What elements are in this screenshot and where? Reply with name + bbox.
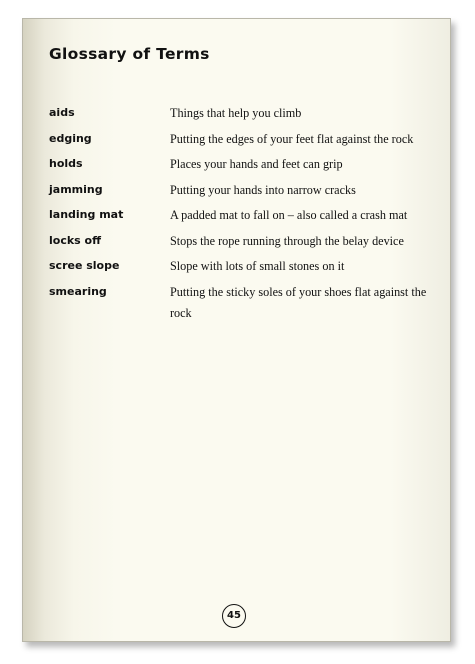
glossary-definition: A padded mat to fall on – also called a crash mat [170, 208, 408, 222]
glossary-list [49, 103, 429, 324]
glossary-entry [49, 129, 429, 155]
glossary-definition: Places your hands and feet can grip [170, 157, 343, 171]
glossary-term: scree slope [49, 259, 120, 272]
glossary-definition: Things that help you climb [170, 106, 302, 120]
glossary-entry [49, 231, 429, 257]
glossary-entry [49, 180, 429, 206]
glossary-definition: Putting the edges of your feet flat against the rock [170, 131, 414, 146]
page-title: Glossary of Terms [49, 45, 210, 63]
glossary-entry [49, 103, 429, 129]
glossary-term: aids [49, 106, 75, 119]
glossary-term: jamming [49, 182, 103, 196]
glossary-entry [49, 154, 429, 180]
glossary-term: locks off [49, 233, 102, 247]
page-number-badge: 45 [222, 604, 246, 628]
glossary-term: landing mat [49, 208, 124, 221]
glossary-term: smearing [49, 284, 107, 298]
book-page [22, 18, 451, 642]
glossary-term: holds [49, 157, 83, 170]
glossary-entry [49, 282, 429, 324]
glossary-term: edging [49, 131, 92, 145]
glossary-definition: Putting the sticky soles of your shoes flat against the rock [170, 284, 427, 320]
glossary-definition: Putting your hands into narrow cracks [170, 182, 356, 197]
glossary-definition: Stops the rope running through the belay device [170, 233, 404, 248]
glossary-definition: Slope with lots of small stones on it [170, 259, 345, 273]
glossary-entry [49, 256, 429, 282]
glossary-entry [49, 205, 429, 231]
